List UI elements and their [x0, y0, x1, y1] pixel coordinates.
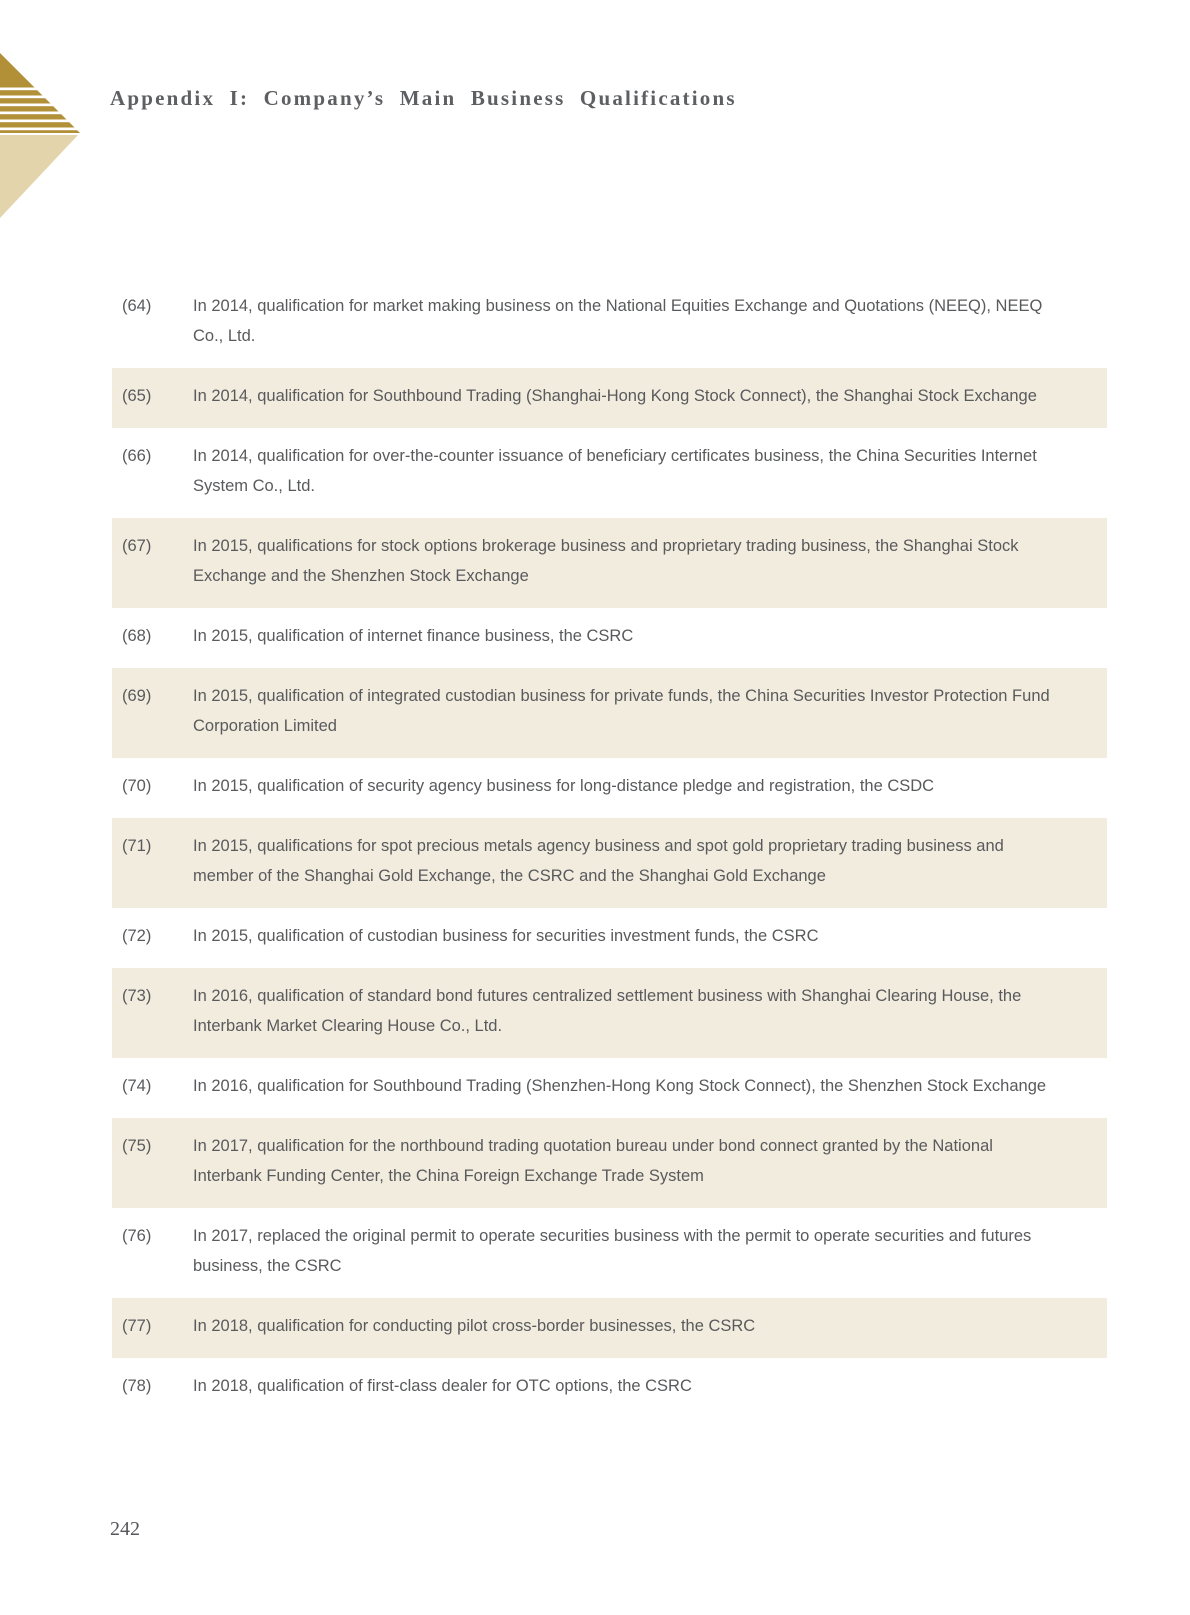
item-text: In 2015, qualifications for stock options brokerage business and proprietary trading business, the Shanghai Stock Exchange and the Shenzhen Stock Exchange: [193, 537, 1019, 585]
corner-triangle-decoration: [0, 0, 90, 225]
list-item: [112, 1298, 1107, 1358]
item-number: (73): [122, 987, 152, 1005]
list-item: [112, 518, 1107, 608]
item-text: In 2016, qualification for Southbound Trading (Shenzhen-Hong Kong Stock Connect), the Shenzhen Stock Exchange: [193, 1077, 1047, 1095]
item-number: (64): [122, 297, 152, 315]
tan-triangle-lower: [0, 135, 78, 218]
list-item: [112, 1118, 1107, 1208]
item-number: (75): [122, 1137, 152, 1155]
list-item: [112, 278, 1107, 368]
list-item: [112, 428, 1107, 518]
list-item: [112, 758, 1107, 818]
item-number: (71): [122, 837, 152, 855]
list-item: [112, 968, 1107, 1058]
item-text: In 2018, qualification for conducting pilot cross-border businesses, the CSRC: [193, 1317, 756, 1335]
item-text: In 2018, qualification of first-class dealer for OTC options, the CSRC: [193, 1377, 692, 1395]
item-text: In 2014, qualification for over-the-counter issuance of beneficiary certificates business, the China Securities Internet System Co., Ltd.: [193, 447, 1037, 495]
list-item: [112, 818, 1107, 908]
item-number: (67): [122, 537, 152, 555]
list-item: [112, 1358, 1107, 1418]
item-number: (69): [122, 687, 152, 705]
item-text: In 2016, qualification of standard bond futures centralized settlement business with Shanghai Clearing House, the Interbank Market Clearing House Co., Ltd.: [193, 987, 1022, 1035]
item-text: In 2015, qualification of integrated custodian business for private funds, the China Securities Investor Protection Fund Corporation Limited: [193, 687, 1050, 735]
item-number: (72): [122, 927, 152, 945]
item-number: (70): [122, 777, 152, 795]
list-item: [112, 1208, 1107, 1298]
item-number: (78): [122, 1377, 152, 1395]
item-number: (65): [122, 387, 152, 405]
item-number: (76): [122, 1227, 152, 1245]
list-item: [112, 608, 1107, 668]
item-number: (77): [122, 1317, 152, 1335]
page-title: Appendix I: Company’s Main Business Qualifications: [110, 86, 737, 110]
item-text: In 2015, qualification of security agency business for long-distance pledge and registration, the CSDC: [193, 777, 935, 795]
item-text: In 2015, qualifications for spot precious metals agency business and spot gold proprietary trading business and member of the Shanghai Gold Exchange, the CSRC and the Shanghai Gold Exchange: [193, 837, 1004, 885]
item-text: In 2017, replaced the original permit to operate securities business with the permit to operate securities and futures business, the CSRC: [193, 1227, 1032, 1275]
list-item: [112, 668, 1107, 758]
list-item: [112, 1058, 1107, 1118]
item-text: In 2014, qualification for market making business on the National Equities Exchange and Quotations (NEEQ), NEEQ Co., Ltd.: [193, 297, 1043, 345]
list-item: [112, 368, 1107, 428]
item-text: In 2014, qualification for Southbound Trading (Shanghai-Hong Kong Stock Connect), the Shanghai Stock Exchange: [193, 387, 1037, 405]
item-number: (68): [122, 627, 152, 645]
qualification-list: [112, 278, 1107, 1418]
item-text: In 2015, qualification of custodian business for securities investment funds, the CSRC: [193, 927, 819, 945]
item-number: (66): [122, 447, 152, 465]
item-number: (74): [122, 1077, 152, 1095]
list-item: [112, 908, 1107, 968]
item-text: In 2015, qualification of internet finance business, the CSRC: [193, 627, 634, 645]
page-number: 242: [110, 1518, 140, 1540]
item-text: In 2017, qualification for the northbound trading quotation bureau under bond connect granted by the National Interbank Funding Center, the China Foreign Exchange Trade System: [193, 1137, 993, 1185]
